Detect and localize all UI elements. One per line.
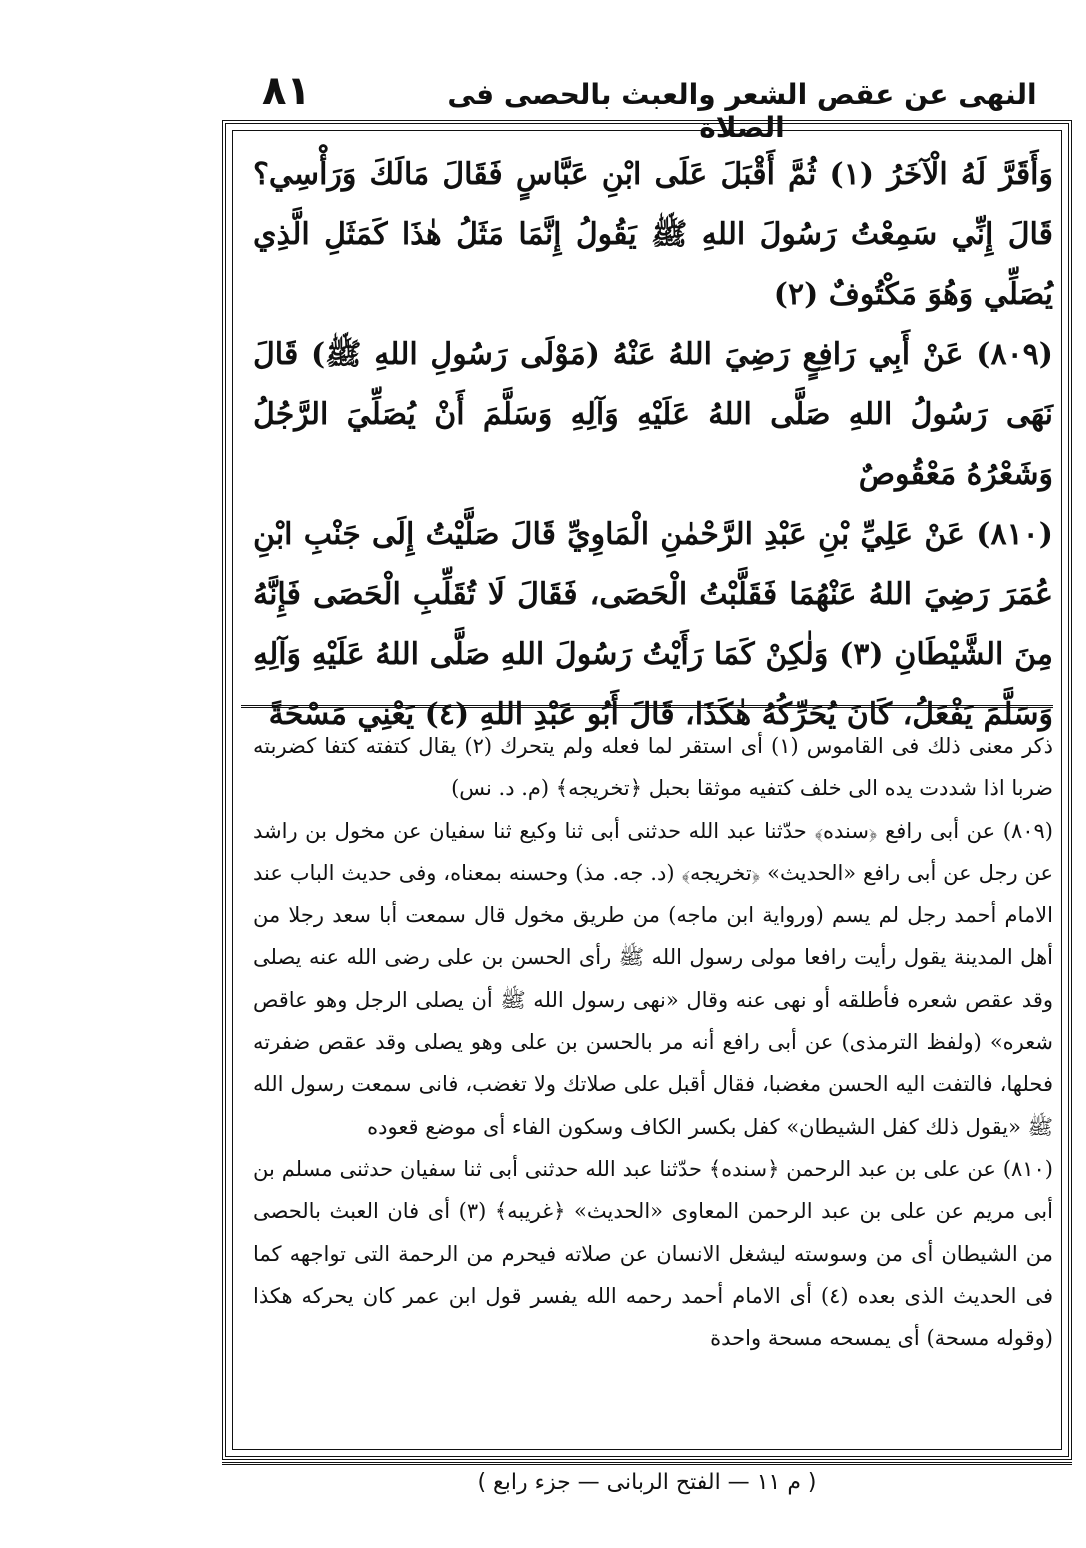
page-number: ٨١ (262, 68, 311, 114)
hadith-809: (٨٠٩) عَنْ أَبِي رَافِعٍ رَضِيَ اللهُ عَنْهُ (مَوْلَى رَسُولِ اللهِ ﷺ) قَالَ نَهَى رَسُولُ اللهِ صَلَّى اللهُ عَلَيْهِ وَآلِهِ وَسَلَّمَ أَنْ يُصَلِّيَ الرَّجُلُ وَشَعْرُهُ مَعْقُوصٌ (253, 337, 1053, 492)
page-footer: ( م ١١ — الفتح الربانى — جزء رابع ) (477, 1470, 817, 1495)
commentary-section (253, 725, 1053, 1359)
page-header (222, 68, 1072, 144)
footer-rule (222, 1462, 1072, 1465)
hadith-paragraph-continuation: وَأَقَرَّ لَهُ الْآخَرُ (١) ثُمَّ أَقْبَلَ عَلَى ابْنِ عَبَّاسٍ فَقَالَ مَالَكَ وَرَأْسِي؟ قَالَ إِنِّي سَمِعْتُ رَسُولَ اللهِ ﷺ يَقُولُ إِنَّمَا مَثَلُ هٰذَا كَمَثَلِ الَّذِي يُصَلِّي وَهُوَ مَكْتُوفٌ (٢) (253, 157, 1053, 312)
hadith-text-section (253, 145, 1053, 745)
commentary-810: (٨١٠) عن على بن عبد الرحمن ﴿سنده﴾ حدّثنا عبد الله حدثنى أبى ثنا سفيان حدثنى مسلم بن أبى مريم عن على بن عبد الرحمن المعاوى «الحديث» ﴿غريبه﴾ (٣) أى فان العبث بالحصى من الشيطان أى من وسوسته ليشغل الانسان عن صلاته فيحرم من الرحمة التى تواجهه كما فى الحديث الذى بعده (٤) أى الامام أحمد رحمه الله يفسر قول ابن عمر كان يحركه هكذا (وقوله مسحة) أى يمسحه مسحة واحدة (253, 1156, 1053, 1351)
text-frame-inner (232, 130, 1062, 1450)
running-title: النهى عن عقص الشعر والعبث بالحصى فى الصلاة (447, 78, 1037, 144)
commentary-paragraph-previous: ذكر معنى ذلك فى القاموس (١) أى استقر لما فعله ولم يتحرك (٢) يقال كتفته كتفا كضربته ضربا اذا شددت يده الى خلف كتفيه موثقا بحبل ﴿تخريجه﴾ (م. د. نس) (253, 734, 1054, 801)
section-divider (241, 705, 1053, 708)
commentary-809: (٨٠٩) عن أبى رافع ﴿سنده﴾ حدّثنا عبد الله حدثنى أبى ثنا وكيع ثنا سفيان عن مخول بن راشد عن رجل عن أبى رافع «الحديث» ﴿تخريجه﴾ (د. جه. مذ) وحسنه بمعناه، وفى حديث الباب عند الامام أحمد رجل لم يسم (ورواية ابن ماجه) من طريق مخول قال سمعت أبا سعد رجلا من أهل المدينة يقول رأيت رافعا مولى رسول الله ﷺ رأى الحسن بن على رضى الله عنه يصلى وقد عقص شعره فأطلقه أو نهى عنه وقال «نهى رسول الله ﷺ أن يصلى الرجل وهو عاقص شعره» (ولفظ الترمذى) عن أبى رافع أنه مر بالحسن بن على وهو يصلى وقد عقص ضفرته فحلها، فالتفت اليه الحسن مغضبا، فقال أقبل على صلاتك ولا تغضب، فانى سمعت رسول الله ﷺ «يقول ذلك كفل الشيطان» كفل بكسر الكاف وسكون الفاء أى موضع قعوده (253, 818, 1053, 1139)
text-frame (222, 120, 1072, 1460)
hadith-810: (٨١٠) عَنْ عَلِيِّ بْنِ عَبْدِ الرَّحْمٰنِ الْمَاوِيِّ قَالَ صَلَّيْتُ إِلَى جَنْبِ ابْنِ عُمَرَ رَضِيَ اللهُ عَنْهُمَا فَقَلَّبْتُ الْحَصَى، فَقَالَ لَا تُقَلِّبِ الْحَصَى فَإِنَّهُ مِنَ الشَّيْطَانِ (٣) وَلٰكِنْ كَمَا رَأَيْتُ رَسُولَ اللهِ صَلَّى اللهُ عَلَيْهِ وَآلِهِ وَسَلَّمَ يَفْعَلُ، كَانَ يُحَرِّكُهُ هٰكَذَا، قَالَ أَبُو عَبْدِ اللهِ (٤) يَعْنِي مَسْحَةً (253, 517, 1054, 732)
